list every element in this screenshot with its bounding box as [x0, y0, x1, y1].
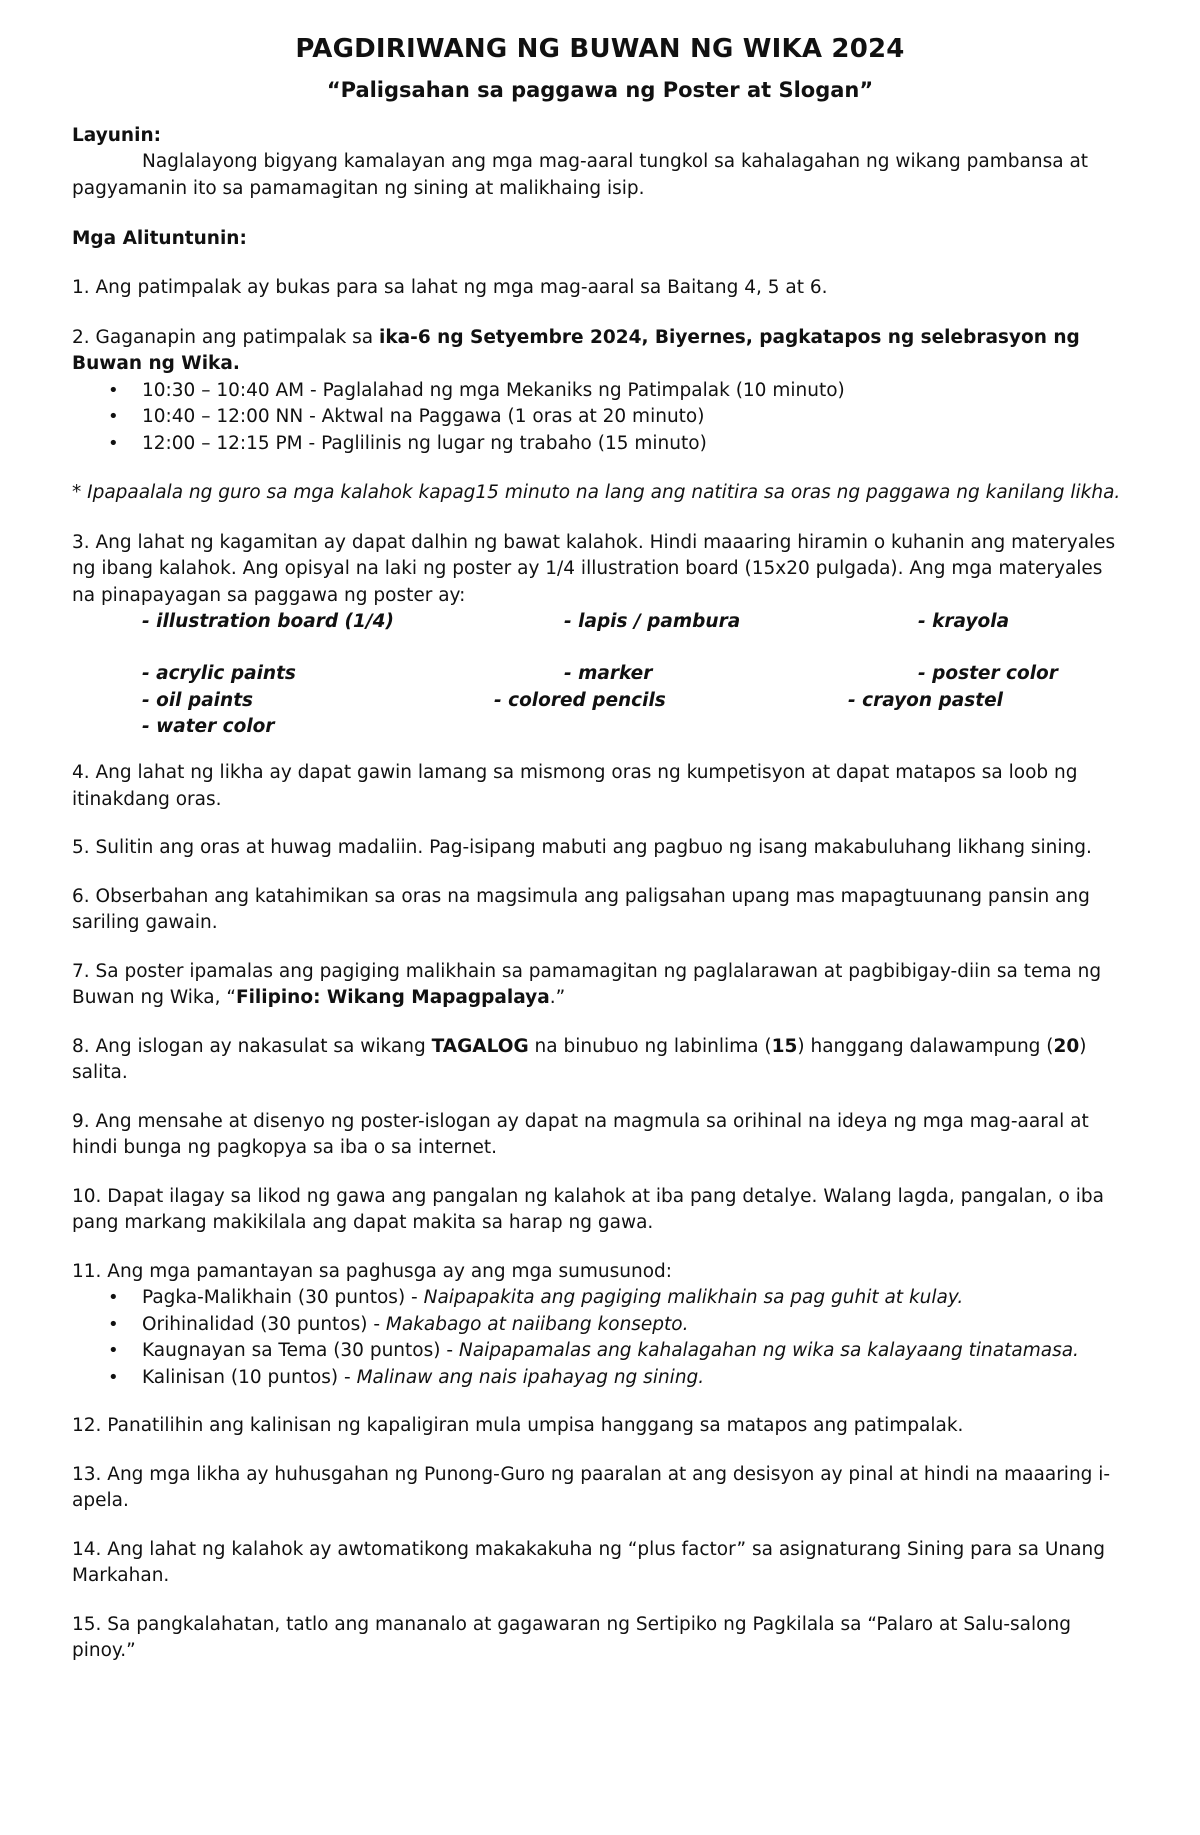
- document-subtitle: “Paligsahan sa paggawa ng Poster at Slogan”: [326, 78, 874, 102]
- criteria-item: [142, 1285, 1128, 1312]
- rule-8-max-words: 20: [1053, 1035, 1080, 1057]
- materials-list: [72, 609, 1128, 738]
- layunin-label: Layunin:: [72, 125, 162, 146]
- rule-9: 9. Ang mensahe at disenyo ng poster-islogan ay dapat na magmula sa orihinal na ideya ng mga mag-aaral at hindi bunga ng pagkopya sa iba o sa internet.: [72, 1110, 1089, 1158]
- material-item: - krayola: [918, 611, 1010, 632]
- rule-3: 3. Ang lahat ng kagamitan ay dapat dalhin ng bawat kalahok. Hindi maaaring hiramin o kuhanin ang materyales ng ibang kalahok. Ang opisyal na laki ng poster ay 1/4 illustration board (15x20 pulgada). Ang mga materyales na pinapayagan sa paggawa ng poster ay:: [72, 531, 1116, 606]
- rule-7: [72, 959, 1128, 1012]
- schedule-list: [72, 378, 1128, 458]
- rule-2-lead: 2. Gaganapin ang patimpalak sa: [72, 326, 380, 348]
- criteria-name: Orihinalidad (30 puntos) -: [142, 1313, 386, 1335]
- schedule-item: • 12:00 – 12:15 PM - Paglilinis ng lugar ng trabaho (15 minuto): [142, 431, 1128, 458]
- rule-12: 12. Panatilihin ang kalinisan ng kapaligiran mula umpisa hanggang sa matapos ang patimpalak.: [72, 1415, 964, 1436]
- rule-8: [72, 1034, 1128, 1087]
- criteria-name: Pagka-Malikhain (30 puntos) -: [142, 1287, 424, 1308]
- criteria-desc: Naipapamalas ang kahalagahan ng wika sa kalayaang tinatamasa.: [458, 1340, 1079, 1361]
- material-item: - oil paints: [142, 690, 254, 711]
- criteria-name: Kalinisan (10 puntos) -: [142, 1366, 357, 1388]
- rule-7-lead: 7. Sa poster ipamalas ang pagiging malikhain sa pamamagitan ng paglalarawan at pagbibigay-diin sa tema ng Buwan ng Wika, “: [72, 960, 1102, 1008]
- schedule-item: • 10:30 – 10:40 AM - Paglalahad ng mga Mekaniks ng Patimpalak (10 minuto): [142, 378, 1128, 405]
- criteria-list: [72, 1285, 1128, 1391]
- rule-7-end: .”: [549, 987, 566, 1008]
- material-item: - illustration board (1/4): [142, 611, 394, 632]
- rule-13: 13. Ang mga likha ay huhusgahan ng Punong-Guro ng paaralan at ang desisyon ay pinal at hindi na maaaring i-apela.: [72, 1463, 1111, 1511]
- rule-4: 4. Ang lahat ng likha ay dapat gawin lamang sa mismong oras ng kumpetisyon at dapat matapos sa loob ng itinakdang oras.: [72, 762, 1078, 810]
- rule-6: 6. Obserbahan ang katahimikan sa oras na magsimula ang paligsahan upang mas mapagtuunang pansin ang sariling gawain.: [72, 885, 1090, 933]
- criteria-desc: Malinaw ang nais ipahayag ng sining.: [356, 1366, 705, 1388]
- criteria-item: [142, 1338, 1128, 1365]
- time-reminder-note: * Ipapaalala ng guro sa mga kalahok kapag15 minuto na lang ang natitira sa oras ng paggawa ng kanilang likha.: [72, 482, 1121, 503]
- rule-11: 11. Ang mga pamantayan sa paghusga ay ang mga sumusunod:: [72, 1260, 672, 1282]
- criteria-desc: Makabago at naiibang konsepto.: [385, 1313, 689, 1335]
- rule-8-part: na binubuo ng labinlima (: [528, 1035, 772, 1057]
- criteria-name: Kaugnayan sa Tema (30 puntos) -: [142, 1340, 459, 1361]
- rule-14: 14. Ang lahat ng kalahok ay awtomatikong makakakuha ng “plus factor” sa asignaturang Sining para sa Unang Markahan.: [72, 1538, 1105, 1586]
- criteria-desc: Naipapakita ang pagiging malikhain sa pag guhit at kulay.: [423, 1287, 964, 1308]
- material-item: - marker: [564, 663, 653, 684]
- rule-5: 5. Sulitin ang oras at huwag madaliin. Pag-isipang mabuti ang pagbuo ng isang makabuluhang likhang sining.: [72, 837, 1092, 858]
- material-item: - water color: [142, 716, 275, 737]
- criteria-item: [142, 1365, 1128, 1392]
- rule-8-part: ) hanggang dalawampung (: [797, 1035, 1054, 1057]
- rule-2-date: ika-6 ng Setyembre 2024, Biyernes, pagkatapos ng selebrasyon ng Buwan ng Wika.: [72, 326, 1080, 374]
- rule-8-min-words: 15: [771, 1035, 798, 1057]
- material-item: - crayon pastel: [848, 690, 1003, 711]
- material-item: - colored pencils: [494, 690, 666, 711]
- criteria-item: [142, 1312, 1128, 1339]
- rule-1: 1. Ang patimpalak ay bukas para sa lahat ng mga mag-aaral sa Baitang 4, 5 at 6.: [72, 277, 828, 298]
- rule-8-part: ) salita.: [72, 1035, 1087, 1083]
- rule-10: 10. Dapat ilagay sa likod ng gawa ang pangalan ng kalahok at iba pang detalye. Walang lagda, pangalan, o iba pang markang makikilala ang dapat makita sa harap ng gawa.: [72, 1185, 1104, 1233]
- rule-7-theme: Filipino: Wikang Mapagpalaya: [235, 987, 550, 1008]
- rule-8-language: TAGALOG: [431, 1035, 529, 1057]
- material-item: - lapis / pambura: [564, 611, 741, 632]
- rule-15: 15. Sa pangkalahatan, tatlo ang mananalo at gagawaran ng Sertipiko ng Pagkilala sa “Palaro at Salu-salong pinoy.”: [72, 1613, 1071, 1661]
- material-item: - acrylic paints: [142, 663, 296, 684]
- document-title: PAGDIRIWANG NG BUWAN NG WIKA 2024: [295, 34, 905, 64]
- layunin-text: Naglalayong bigyang kamalayan ang mga mag-aaral tungkol sa kahalagahan ng wikang pambansa at pagyamanin ito sa pamamagitan ng sining at malikhaing isip.: [72, 151, 1089, 199]
- schedule-item: • 10:40 – 12:00 NN - Aktwal na Paggawa (1 oras at 20 minuto): [142, 404, 1128, 431]
- rule-8-part: 8. Ang islogan ay nakasulat sa wikang: [72, 1035, 432, 1057]
- material-item: - poster color: [918, 663, 1058, 684]
- rule-2: [72, 325, 1128, 378]
- alituntunin-label: Mga Alituntunin:: [72, 228, 247, 249]
